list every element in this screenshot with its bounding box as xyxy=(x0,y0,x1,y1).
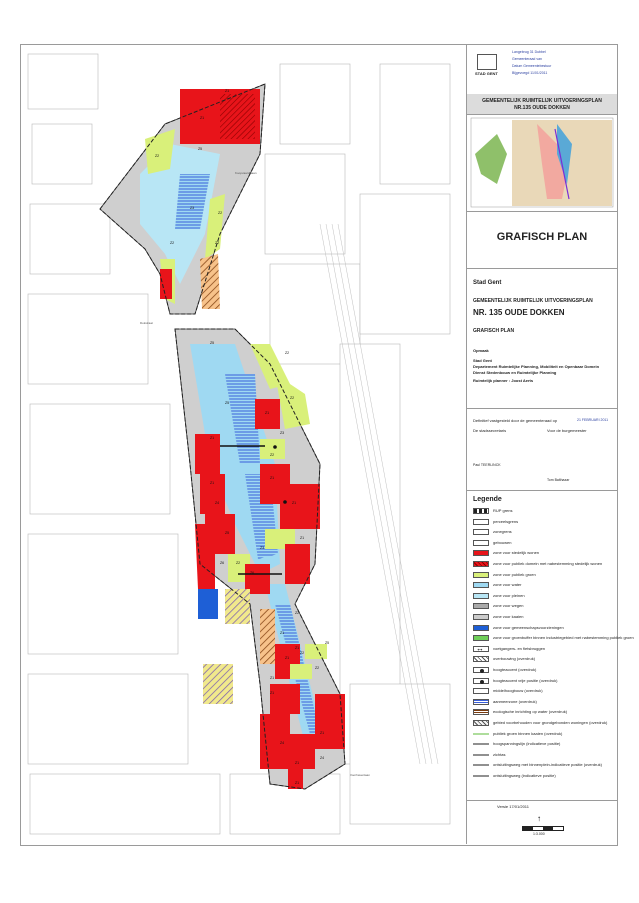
svg-text:Koopvaardijlaan: Koopvaardijlaan xyxy=(235,171,257,175)
approval-line: Definitief vastgesteld door de gemeenteraad op xyxy=(473,418,558,423)
zone-label: Z1 xyxy=(270,676,275,680)
zone-label: Z1 xyxy=(285,656,290,660)
legend-swatch xyxy=(473,540,489,546)
approval-date: 21 FEBRUARI 2011 xyxy=(577,418,609,422)
legend-item xyxy=(473,529,613,536)
mayor-label: Voor de burgemeester xyxy=(547,428,587,433)
legend-swatch xyxy=(473,741,489,747)
legend-item xyxy=(473,656,613,663)
north-arrow-icon: ↑ xyxy=(537,814,541,823)
legend-item xyxy=(473,582,613,589)
zone-label: Z2 xyxy=(170,241,175,245)
zone-label: Z2 xyxy=(215,241,220,245)
zone-label: Z2 xyxy=(295,611,300,615)
zone-label: Z2 xyxy=(218,211,223,215)
info-box xyxy=(467,268,617,409)
legend-item xyxy=(473,643,613,653)
legend-swatch xyxy=(473,529,489,535)
legend-label: middelhoogbouw (overdruk) xyxy=(493,688,543,694)
legend-swatch xyxy=(473,656,489,662)
legend-swatch xyxy=(473,593,489,599)
legend-label: zonegrens xyxy=(493,529,512,535)
legend-item xyxy=(473,762,613,769)
overview-map xyxy=(467,114,617,211)
zone-label: Z6 xyxy=(220,561,225,565)
zone-label: Z2 xyxy=(270,453,275,457)
legend-swatch xyxy=(473,643,489,653)
zone-label: Z1 xyxy=(270,691,275,695)
legend-item xyxy=(473,614,613,621)
stamp-line-1: Langebrug 31 Dubbel xyxy=(512,50,546,54)
zone-label: Z1 xyxy=(300,536,305,540)
dot-icon xyxy=(480,669,484,673)
legend-item xyxy=(473,731,613,738)
secretary-label: De stadssecretaris xyxy=(473,428,507,433)
legend-label: overbouwing (overdruk) xyxy=(493,656,536,662)
legend-item xyxy=(473,678,613,685)
secretary-name: Paul TEERLINCK xyxy=(473,463,501,467)
legend-item xyxy=(473,603,613,610)
legend-swatch xyxy=(473,709,489,715)
legend-swatch xyxy=(473,752,489,758)
zone-label: Z1 xyxy=(200,116,205,120)
scale-text: 1:3.000 xyxy=(533,832,545,836)
legend-item xyxy=(473,508,613,515)
north-section xyxy=(100,84,265,314)
info-subtitle: GEMEENTELIJK RUIMTELIJK UITVOERINGSPLAN xyxy=(473,298,593,304)
zone-label: Z1 xyxy=(320,731,325,735)
legend-label: zone voor kaaien xyxy=(493,614,524,619)
legend-label: zone voor publiek domein met nabestemming stedelijk wonen xyxy=(493,561,603,566)
zone-label: Z2 xyxy=(290,396,295,400)
legend-swatch xyxy=(473,773,489,779)
legend-label: zone voor pleinen xyxy=(493,592,525,598)
city-logo-icon xyxy=(477,54,497,70)
stamp-line-2: Gemeenteraad van xyxy=(512,57,542,61)
info-city: Stad Gent xyxy=(473,280,502,286)
legend-swatch xyxy=(473,572,489,578)
legend-item xyxy=(473,550,613,557)
zone-label: Z1 xyxy=(295,761,300,765)
legend-label: zone voor stedelijk wonen xyxy=(493,550,540,556)
org-line-3: Dienst Stedenbouw en Ruimtelijke Planning xyxy=(473,370,557,375)
footer-box xyxy=(467,800,617,844)
legend-label: hoogteaccent vrije positie (overdruk) xyxy=(493,677,558,683)
legend-label: hoogteaccent (overdruk) xyxy=(493,667,537,672)
legend-item xyxy=(473,593,613,600)
legend-label: perceelsgrens xyxy=(493,518,519,524)
legend-swatch xyxy=(473,508,489,514)
legend-item xyxy=(473,625,613,632)
svg-text:Voorhavenlaan: Voorhavenlaan xyxy=(350,773,371,777)
legend-label: zone voor publiek groen xyxy=(493,571,536,577)
legend-swatch xyxy=(473,731,489,737)
header-box xyxy=(467,94,617,115)
legend-swatch xyxy=(473,582,489,588)
legend-label: aanmeerzone (overdruk) xyxy=(493,698,537,704)
legend-item xyxy=(473,519,613,526)
south-section xyxy=(175,329,345,789)
zone-label: Z3 xyxy=(190,206,195,210)
legend-swatch xyxy=(473,688,489,694)
legend-label: ecologische inrichting op water (overdruk) xyxy=(493,709,568,715)
zone-label: Z4 xyxy=(280,741,285,745)
zone-label: Z1 xyxy=(280,631,285,635)
legend-swatch xyxy=(473,678,489,684)
legend-box xyxy=(467,490,634,801)
zone-label: Z5 xyxy=(210,341,215,345)
side-panel xyxy=(466,44,634,844)
legend-title: Legende xyxy=(473,496,502,503)
approval-box xyxy=(467,408,617,491)
legend-swatch xyxy=(473,550,489,556)
legend-label: ontsluitingsweg (indicatieve positie) xyxy=(493,773,556,778)
zone-label: Z3 xyxy=(280,431,285,435)
legend-item xyxy=(473,699,613,706)
plan-title-box xyxy=(467,211,617,269)
legend-swatch xyxy=(473,614,489,620)
zone-label: Z1 xyxy=(295,646,300,650)
header-title-1: GEMEENTELIJK RUIMTELIJK UITVOERINGSPLAN xyxy=(482,98,602,104)
org-line-1: Stad Gent xyxy=(473,358,492,363)
stamp-box xyxy=(467,44,617,95)
dot-icon xyxy=(480,680,484,684)
zone-label: Z1 xyxy=(270,476,275,480)
legend-item xyxy=(473,752,613,759)
map-area[interactable] xyxy=(20,44,466,844)
legend-label: gebied voorbehouden voor grondgebonden woningen (overdruk) xyxy=(493,720,608,725)
legend-swatch xyxy=(473,667,489,673)
legend-item xyxy=(473,773,613,780)
stamp-line-4: Bijgevoegd 11/01/2011 xyxy=(512,71,548,75)
zone-label: Z3 xyxy=(260,546,265,550)
zone-label: Z1 xyxy=(265,411,270,415)
legend-label: zone voor gemeenschapsvoorzieningen xyxy=(493,624,564,630)
legend-item xyxy=(473,540,613,547)
legend-label: publiek groen binnen kaaien (overdruk) xyxy=(493,730,563,736)
zone-label: Z2 xyxy=(285,351,290,355)
legend-label: zone voor water xyxy=(493,582,522,588)
legend-item xyxy=(473,720,613,727)
legend-item xyxy=(473,688,613,695)
zone-label: Z5 xyxy=(325,641,330,645)
legend-item xyxy=(473,572,613,579)
info-number: NR. 135 OUDE DOKKEN xyxy=(473,308,565,317)
zone-label: Z1 xyxy=(292,501,297,505)
legend-label: zone voor wegen xyxy=(493,603,524,609)
zone-label: Z2 xyxy=(300,651,305,655)
zone-label: Z4 xyxy=(215,501,220,505)
mayor-name: Tom Balthazar xyxy=(547,478,570,482)
org-line-2: Departement Ruimtelijke Planning, Mobiliteit en Openbaar Domein xyxy=(473,364,600,369)
zone-label: Z5 xyxy=(198,147,203,151)
zone-label: Z1 xyxy=(210,436,215,440)
zone-label: Z6 xyxy=(250,571,255,575)
legend-item xyxy=(473,561,613,568)
legend-swatch xyxy=(473,519,489,525)
zone-label: Z2 xyxy=(315,666,320,670)
zone-label: Z1 xyxy=(225,89,230,93)
zone-label: Z1 xyxy=(295,781,300,785)
scale-bar xyxy=(522,826,564,831)
legend-swatch xyxy=(473,720,489,726)
zone-label: Z2 xyxy=(236,561,241,565)
legend-label: RUP grens xyxy=(493,508,513,513)
legend-item xyxy=(473,709,613,716)
legend-label: ontsluitingsweg met binnenplein-indicatieve positie (overdruk) xyxy=(493,762,602,768)
legend-swatch xyxy=(473,699,489,705)
arrow-icon: ↔ xyxy=(476,643,484,653)
legend-swatch xyxy=(473,603,489,609)
legend-label: hoogspanningslijn (indicatieve positie) xyxy=(493,741,561,747)
plan-title: GRAFISCH PLAN xyxy=(496,231,588,243)
legend-label: voetgangers- en fietsbruggen xyxy=(493,645,546,651)
legend-label: zichtas xyxy=(493,751,506,757)
legend-swatch xyxy=(473,625,489,631)
legend-item xyxy=(473,635,634,642)
info-plan: GRAFISCH PLAN xyxy=(473,328,515,334)
planner: Ruimtelijk planner : Joost Aerts xyxy=(473,378,534,383)
stamp-line-3: Datum Gemeentebestuur xyxy=(512,64,552,68)
zone-label: Z2 xyxy=(155,154,160,158)
legend-label: gebouwen xyxy=(493,539,512,545)
legend-swatch xyxy=(473,635,489,641)
header-title-2: NR.135 OUDE DOKKEN xyxy=(514,105,570,111)
logo-text: STAD GENT xyxy=(475,71,498,76)
overview-map-box xyxy=(467,114,617,212)
zone-label: Z5 xyxy=(225,531,230,535)
legend-swatch xyxy=(473,762,489,768)
zone-label: Z1 xyxy=(210,481,215,485)
opmaak-label: Opmaak xyxy=(473,348,489,353)
legend-label: zone voor groenbuffer binnen industriegebied met nabestemming publiek groen xyxy=(493,635,634,641)
legend-swatch xyxy=(473,561,489,567)
legend-item xyxy=(473,741,613,748)
version-text: Versie 17/01/2011 xyxy=(497,804,529,809)
zone-label: Z5 xyxy=(225,401,230,405)
zone-label: Z4 xyxy=(320,756,325,760)
svg-text:Dokstraat: Dokstraat xyxy=(140,321,153,325)
legend-item xyxy=(473,667,613,674)
